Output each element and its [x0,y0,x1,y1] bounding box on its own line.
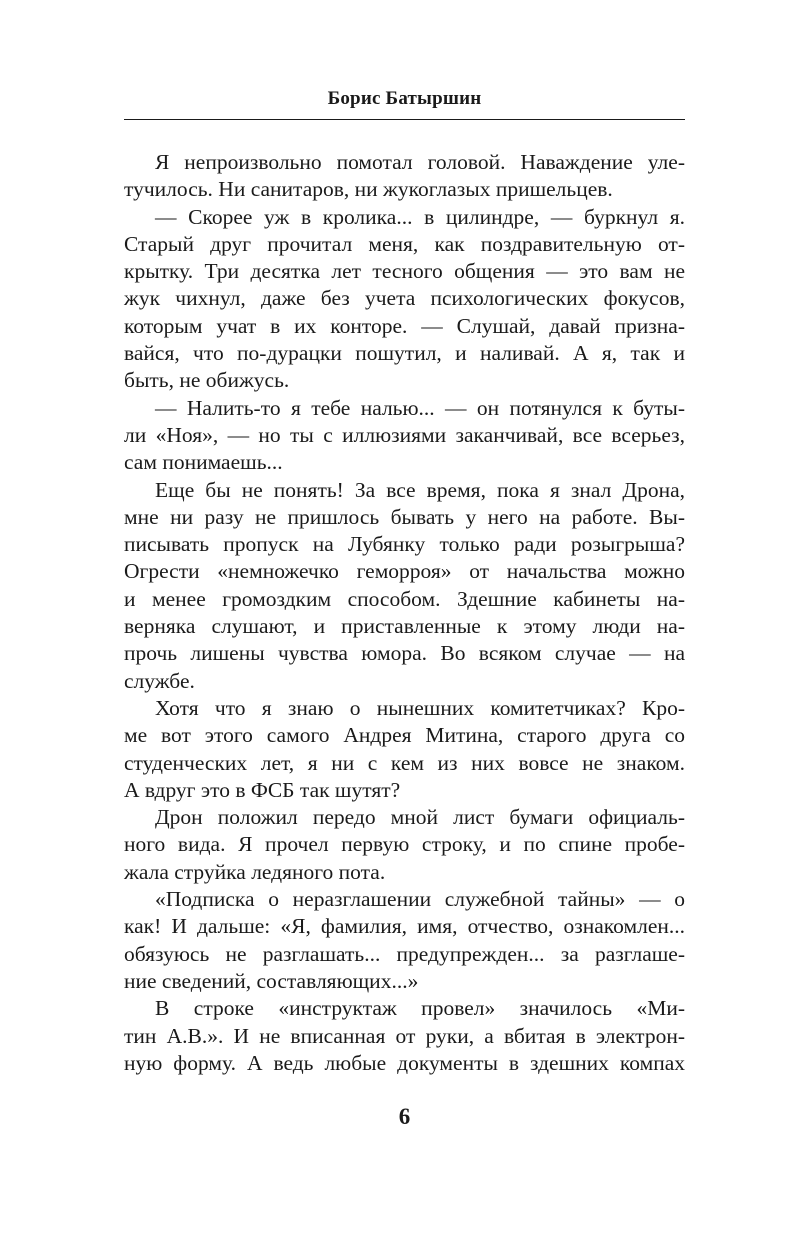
text-line: которым учат в их конторе. — Слушай, давай призна- [124,313,685,338]
header-rule [124,119,685,120]
running-head-author: Борис Батыршин [327,88,482,109]
text-line: «Подписка о неразглашении служебной тайны» — о [155,887,685,912]
text-line: — Налить-то я тебе налью... — он потянулся к буты- [155,395,685,420]
text-line: службе. [124,668,195,693]
text-line: Дрон положил передо мной лист бумаги официаль- [155,805,685,830]
text-line: мне ни разу не пришлось бывать у него на работе. Вы- [124,504,685,529]
text-line: ме вот этого самого Андрея Митина, старого друга со [124,723,685,748]
text-line: вайся, что по-дурацки пошутил, и наливай. А я, так и [124,341,685,366]
text-line: Хотя что я знаю о нынешних комитетчиках? Кро- [155,695,685,720]
text-line: ли «Ноя», — но ты с иллюзиями заканчивай, все всерьез, [124,422,685,447]
text-line: жук чихнул, даже без учета психологических фокусов, [124,286,685,311]
text-line: быть, не обижусь. [124,368,290,393]
text-line: ного вида. Я прочел первую строку, и по спине пробе- [124,832,685,857]
text-line: А вдруг это в ФСБ так шутят? [124,777,401,802]
text-line: обязуюсь не разглашать... предупрежден... за разглаше- [124,941,685,966]
text-line: Старый друг прочитал меня, как поздравительную от- [124,231,685,256]
text-line: жала струйка ледяного пота. [124,859,386,884]
text-line: и менее громоздким способом. Здешние кабинеты на- [124,586,685,611]
text-line: тин А.В.». И не вписанная от руки, а вбитая в электрон- [124,1023,685,1048]
text-line: писывать пропуск на Лубянку только ради розыгрыша? [124,532,685,557]
text-line: ную форму. А ведь любые документы в здешних компах [124,1050,685,1075]
text-line: как! И дальше: «Я, фамилия, имя, отчество, ознакомлен... [124,914,685,939]
text-line: студенческих лет, я ни с кем из них вовсе не знаком. [124,750,685,775]
text-line: крытку. Три десятка лет тесного общения — это вам не [124,259,685,284]
text-line: Еще бы не понять! За все время, пока я знал Дрона, [155,477,685,502]
page-number: 6 [398,1104,411,1129]
book-page [124,0,685,1241]
text-line: Огрести «немножечко геморроя» от начальства можно [124,559,685,584]
text-line: В строке «инструктаж провел» значилось «Ми- [155,996,685,1021]
text-line: Я непроизвольно помотал головой. Наваждение уле- [155,150,685,174]
text-line: тучилось. Ни санитаров, ни жукоглазых пришельцев. [124,177,613,202]
body-text [124,149,685,1077]
text-line: верняка слушают, и приставленные к этому люди на- [124,614,685,639]
text-line: сам понимаешь... [124,450,283,475]
text-line: ние сведений, составляющих...» [124,968,419,993]
text-line: — Скорее уж в кролика... в цилиндре, — буркнул я. [155,204,685,229]
text-line: прочь лишены чувства юмора. Во всяком случае — на [124,641,685,666]
